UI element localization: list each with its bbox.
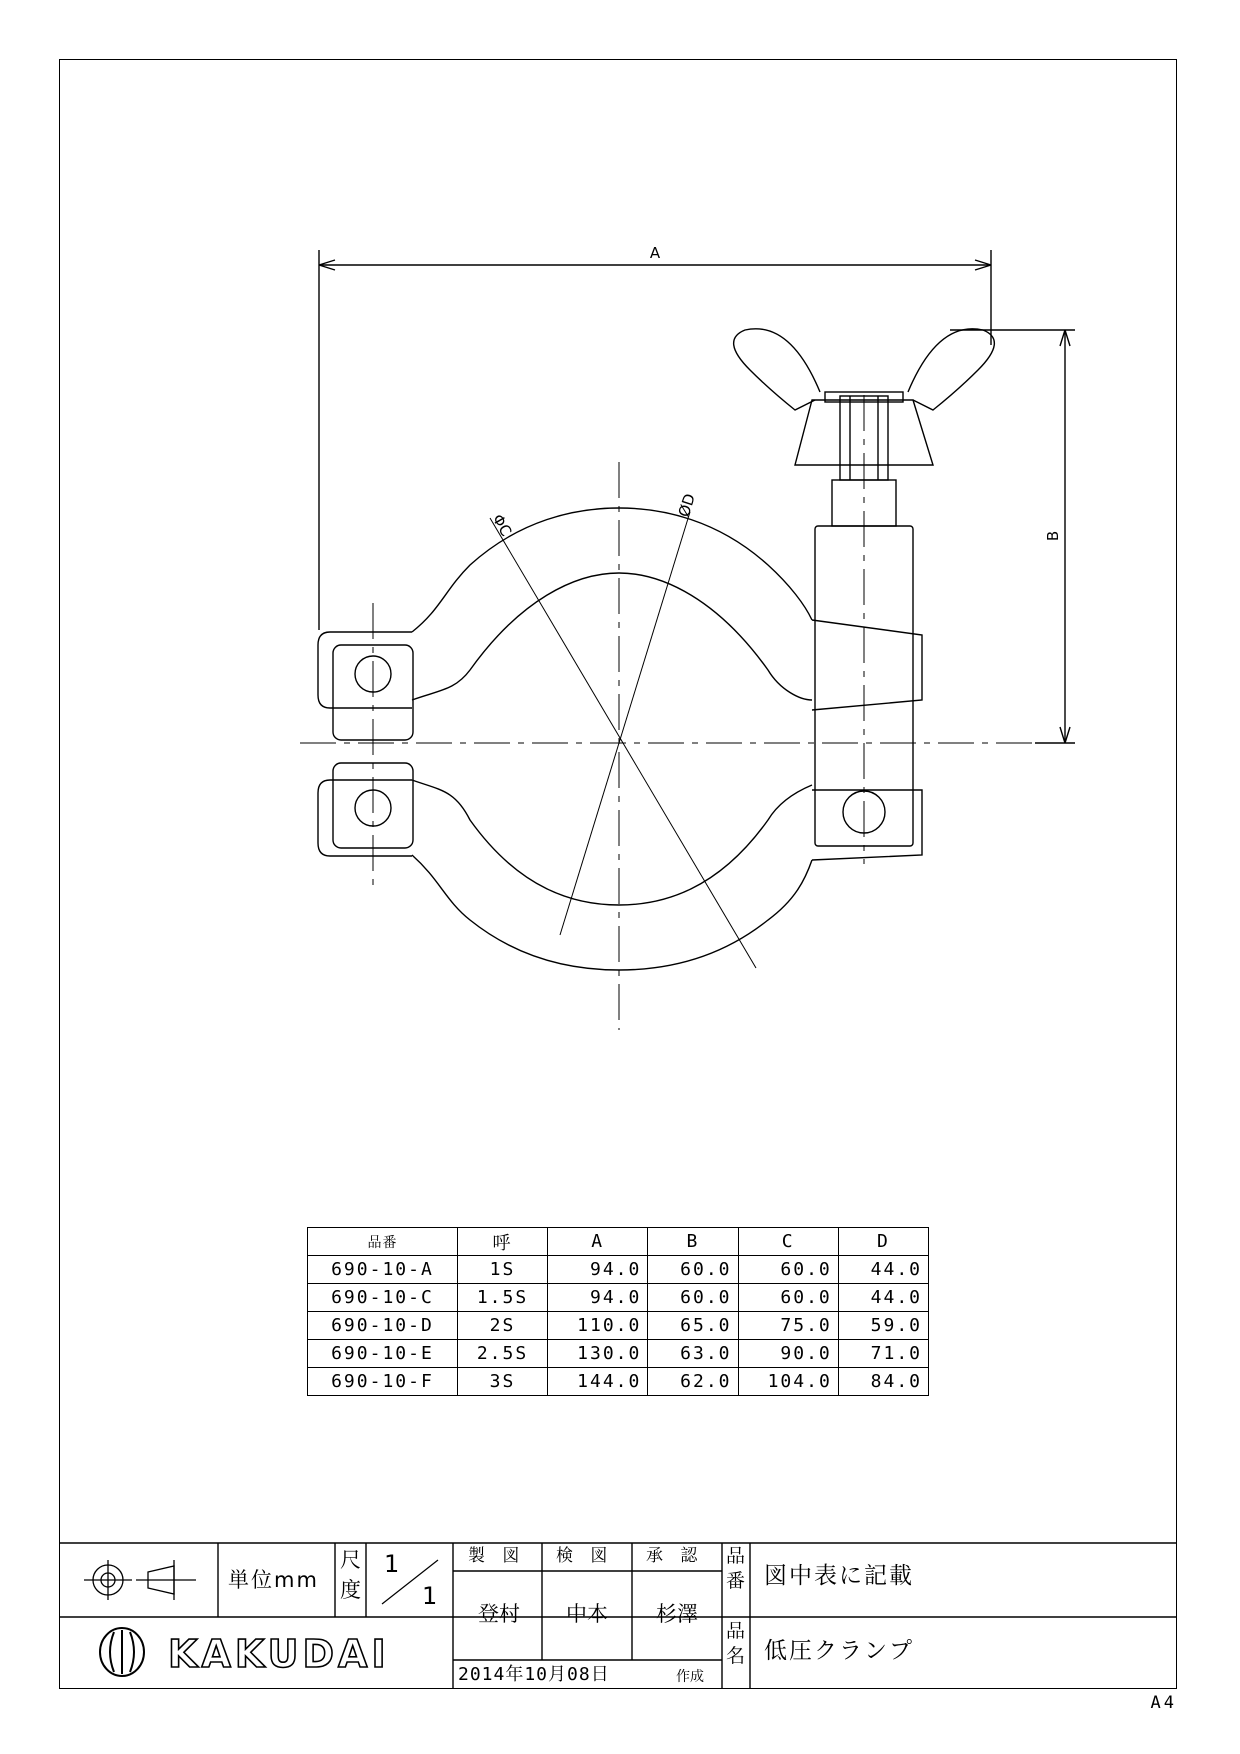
created-suffix: 作成 [676,1669,704,1685]
scale-label-bottom: 度 [340,1578,361,1602]
cell-size: 1.5S [457,1284,547,1312]
header-d: D [838,1228,928,1256]
header-a: A [548,1228,648,1256]
scale-label-top: 尺 [340,1548,361,1572]
scale-denominator: 1 [422,1582,438,1610]
dimension-a [319,250,991,630]
center-lines [300,395,1075,1030]
part-name-label-bottom: 名 [726,1645,746,1667]
cell-c: 75.0 [738,1312,838,1340]
table-row [308,1340,929,1368]
cell-d: 84.0 [838,1368,928,1396]
cell-b: 60.0 [648,1256,738,1284]
company-logo-text: KAKUDAI [168,1632,390,1676]
part-name-value: 低圧クランプ [764,1638,914,1664]
cell-b: 65.0 [648,1312,738,1340]
approved-by: 杉澤 [656,1602,698,1626]
scale-numerator: 1 [384,1550,400,1578]
cell-c: 60.0 [738,1284,838,1312]
part-number-label-bottom: 番 [726,1570,746,1592]
cell-d: 71.0 [838,1340,928,1368]
cell-a: 144.0 [548,1368,648,1396]
cell-d: 44.0 [838,1284,928,1312]
drawn-label: 製 図 [468,1546,526,1566]
table-row [308,1312,929,1340]
cell-c: 104.0 [738,1368,838,1396]
unit-label: 単位mm [228,1568,319,1592]
cell-a: 110.0 [548,1312,648,1340]
table-row [308,1284,929,1312]
cell-part-number: 690-10-D [308,1312,458,1340]
cell-part-number: 690-10-E [308,1340,458,1368]
drawn-by: 登村 [478,1602,520,1626]
cell-a: 94.0 [548,1284,648,1312]
dimension-b-label: B [1044,530,1062,542]
cell-size: 1S [457,1256,547,1284]
cell-b: 62.0 [648,1368,738,1396]
diameter-leaders [490,512,756,968]
part-number-label-top: 品 [726,1545,746,1567]
part-name-label-top: 品 [726,1620,746,1642]
part-number-value: 図中表に記載 [764,1563,914,1589]
dimension-a-label: A [649,244,661,262]
cell-d: 44.0 [838,1256,928,1284]
cell-part-number: 690-10-F [308,1368,458,1396]
cell-part-number: 690-10-C [308,1284,458,1312]
dimension-table [307,1227,929,1396]
cell-size: 2.5S [457,1340,547,1368]
checked-label: 検 図 [556,1546,614,1566]
cell-c: 90.0 [738,1340,838,1368]
kakudai-logo-icon [100,1628,144,1676]
cell-b: 60.0 [648,1284,738,1312]
header-b: B [648,1228,738,1256]
table-row [308,1256,929,1284]
cell-a: 94.0 [548,1256,648,1284]
projection-symbol-icon [84,1560,196,1600]
header-c: C [738,1228,838,1256]
created-date: 2014年10月08日 [458,1664,610,1685]
header-size: 呼 [457,1228,547,1256]
cell-size: 2S [457,1312,547,1340]
cell-c: 60.0 [738,1256,838,1284]
clamp-body [318,329,994,970]
dimension-d-label: ØD [674,491,700,520]
dimension-c-label: ΦC [488,511,516,540]
table-header-row [308,1228,929,1256]
cell-size: 3S [457,1368,547,1396]
table-row [308,1368,929,1396]
cell-d: 59.0 [838,1312,928,1340]
cell-a: 130.0 [548,1340,648,1368]
cell-b: 63.0 [648,1340,738,1368]
cell-part-number: 690-10-A [308,1256,458,1284]
approved-label: 承 認 [646,1546,704,1566]
header-part-number: 品番 [308,1228,458,1256]
paper-size-label: A4 [1150,1693,1177,1713]
checked-by: 中本 [566,1602,608,1626]
